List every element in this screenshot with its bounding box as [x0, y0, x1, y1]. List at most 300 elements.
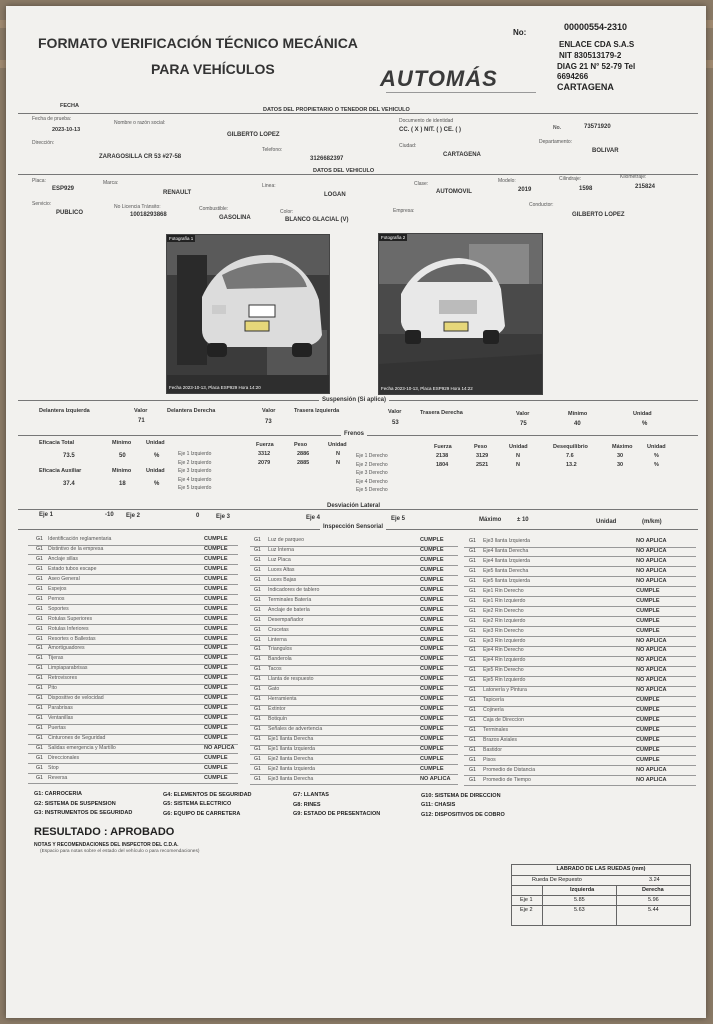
col2-row8-item: Anclaje de batería — [268, 606, 310, 613]
notas-title: NOTAS Y RECOMENDACIONES DEL INSPECTOR DEL C.D.A. — [34, 842, 179, 848]
departamento-value: BOLIVAR — [592, 148, 619, 154]
fr-ru-1: N — [516, 453, 520, 459]
susp-v-unit: % — [642, 421, 648, 427]
col3-row14-item: Eje5 Rin Derecho — [483, 667, 524, 674]
nombre-value: GILBERTO LOPEZ — [227, 132, 280, 138]
frenos-h-du: Unidad — [647, 444, 666, 450]
photo1-caption: Fecha 2023-10-13, Placa ESP929 Hora 14:20 — [169, 385, 261, 390]
col3-row18-group: G1 — [469, 707, 476, 714]
col1-row11-item: Resortes o Ballestas — [48, 635, 96, 642]
col3-row12-result: NO APLICA — [636, 647, 667, 654]
col2-row16-group: G1 — [254, 686, 261, 693]
col3-row7-group: G1 — [469, 597, 476, 604]
col2-row2-item: Luz Interna — [268, 546, 294, 553]
labrado-table — [511, 864, 691, 926]
col1-row17-group: G1 — [36, 695, 43, 702]
licencia-label: No Licencia Tránsito: — [114, 204, 161, 210]
col3-row19-item: Caja de Direccion — [483, 717, 524, 724]
col3-row5-group: G1 — [469, 577, 476, 584]
eficacia-aux-unit: % — [154, 481, 160, 487]
col2-row20-item: Señales de advertencia — [268, 726, 323, 733]
col1-row10-result: CUMPLE — [204, 625, 228, 632]
col3-row15-item: Eje5 Rin Izquierdo — [483, 677, 526, 684]
col1-row24-result: CUMPLE — [204, 764, 228, 771]
col2-row8-group: G1 — [254, 606, 261, 613]
col2-row22-group: G1 — [254, 745, 261, 752]
col3-row18-result: CUMPLE — [636, 707, 660, 714]
col2-row2-result: CUMPLE — [420, 546, 444, 553]
linea-value: LOGAN — [324, 192, 346, 198]
desv-eje2-value: 0 — [196, 513, 200, 519]
col2-row24-item: Eje2 llanta Izquierda — [268, 765, 316, 772]
company-phone: 6694266 — [557, 72, 589, 81]
company-name: ENLACE CDA S.A.S — [559, 40, 635, 49]
frenos-h-max: Máximo — [612, 444, 633, 450]
frenos-h-des: Desequilibrio — [553, 444, 588, 450]
col1-row18-item: Parabrisas — [48, 705, 73, 712]
desv-eje5-label: Eje 5 — [391, 516, 406, 522]
col3-row8-result: CUMPLE — [636, 607, 660, 614]
col2-row8-result: CUMPLE — [420, 606, 444, 613]
kilometraje-value: 215824 — [635, 184, 656, 190]
eficacia-total-min: 50 — [119, 453, 126, 459]
col3-row5-item: Eje5 llanta Izquierda — [483, 577, 531, 584]
eficacia-aux-unit-label: Unidad — [146, 468, 165, 474]
fr-right-2: Eje 2 Derecho — [356, 461, 388, 468]
conductor-value: GILBERTO LOPEZ — [572, 212, 625, 218]
vehicle-section-title: DATOS DEL VEHICULO — [313, 168, 375, 174]
col3-row20-item: Terminales — [483, 727, 509, 734]
susp-h-td: Trasera Derecha — [420, 410, 463, 416]
combustible-value: GASOLINA — [219, 215, 251, 221]
col1-row5-group: G1 — [36, 575, 43, 582]
fr-rp-2: 2521 — [476, 461, 489, 468]
col1-row20-item: Puertas — [48, 725, 66, 732]
col2-row3-result: CUMPLE — [420, 556, 444, 563]
col2-row6-result: CUMPLE — [420, 586, 444, 593]
col1-row6-item: Espejos — [48, 585, 67, 592]
col3-row9-group: G1 — [469, 617, 476, 624]
fecha-prueba-label: Fecha de prueba: — [32, 116, 72, 122]
col1-row25-result: CUMPLE — [204, 774, 228, 781]
combustible-label: Combustible: — [199, 206, 229, 212]
photo2-label: Fotografía 2 — [381, 235, 406, 240]
desviacion-title: Desviación Lateral — [324, 503, 383, 509]
col1-row5-item: Aseo General — [48, 575, 80, 582]
direccion-value: ZARAGOSILLA CR 53 #27-58 — [99, 154, 182, 160]
col1-row11-result: CUMPLE — [204, 635, 228, 642]
col3-row20-group: G1 — [469, 727, 476, 734]
fr-lu-1: N — [336, 451, 340, 457]
doc-number: 00000554-2310 — [564, 22, 628, 32]
col1-row13-result: CUMPLE — [204, 655, 228, 662]
group-legend-1-4: G10: SISTEMA DE DIRECCION — [421, 792, 501, 799]
frenos-title: Frenos — [341, 431, 367, 437]
col2-row20-result: CUMPLE — [420, 726, 444, 733]
eficacia-aux-label: Eficacia Auxiliar — [39, 468, 82, 474]
col1-row15-group: G1 — [36, 675, 43, 682]
marca-value: RENAULT — [163, 190, 192, 196]
fr-left-5: Eje 5 Izquierdo — [178, 485, 212, 491]
col1-row13-item: Tijeras — [48, 655, 64, 662]
susp-v-ti: 53 — [392, 420, 399, 426]
col3-row22-result: CUMPLE — [636, 746, 660, 753]
col1-row2-group: G1 — [36, 545, 43, 552]
fr-right-4: Eje 4 Derecho — [356, 478, 388, 485]
col1-row21-group: G1 — [36, 735, 43, 741]
col1-row4-item: Estado tubos escape — [48, 565, 97, 572]
labrado-eje1-izq: 5.85 — [574, 897, 585, 903]
col1-row9-item: Rotulas Superiores — [48, 615, 93, 622]
col1-row3-result: CUMPLE — [204, 555, 228, 562]
col2-row14-result: CUMPLE — [420, 666, 444, 673]
col3-row21-group: G1 — [469, 737, 476, 743]
labrado-eje2-izq: 5.63 — [574, 907, 585, 913]
col1-row5-result: CUMPLE — [204, 575, 228, 582]
licencia-value: 10018293868 — [130, 212, 167, 218]
eficacia-aux-min-label: Mínimo — [112, 468, 132, 474]
col1-row12-group: G1 — [36, 645, 43, 652]
col3-row7-item: Eje1 Rin Izquierdo — [483, 597, 526, 604]
col1-row8-item: Soportes — [48, 605, 69, 612]
desv-eje1-value: -10 — [105, 512, 114, 518]
col2-row5-item: Luces Bajas — [268, 576, 297, 583]
col2-row6-group: G1 — [254, 586, 261, 593]
company-address: DIAG 21 N° 52-79 Tel — [557, 62, 636, 71]
col1-row24-group: G1 — [36, 764, 43, 771]
col3-row19-result: CUMPLE — [636, 717, 660, 724]
susp-h-v2: Valor — [262, 408, 276, 414]
marca-label: Marca: — [103, 180, 119, 186]
col1-row20-result: CUMPLE — [204, 725, 228, 732]
col2-row3-item: Luz Placa — [268, 556, 291, 563]
col2-row24-result: CUMPLE — [420, 765, 444, 772]
car-rear-photo-icon — [167, 235, 329, 393]
col1-row15-result: CUMPLE — [204, 675, 228, 682]
group-legend-3-3: G9: ESTADO DE PRESENTACION — [293, 811, 381, 818]
fr-left-4: Eje 4 Izquierdo — [178, 476, 212, 483]
col3-row16-group: G1 — [469, 687, 476, 694]
col3-row14-group: G1 — [469, 667, 476, 674]
col2-row23-result: CUMPLE — [420, 755, 444, 762]
group-legend-1-3: G7: LLANTAS — [293, 792, 329, 799]
col2-row21-item: Eje1 llanta Derecha — [268, 736, 314, 742]
modelo-label: Modelo: — [498, 178, 516, 184]
col1-row22-result: NO APLICA — [204, 744, 235, 751]
col2-row6-item: Indicadores de tablero — [268, 586, 320, 593]
col1-row14-item: Limpiaparabrisas — [48, 665, 88, 672]
col2-row4-result: CUMPLE — [420, 566, 444, 573]
notas-subtitle: (Espacio para notas sobre el estado del vehículo o para recomendaciones) — [40, 849, 200, 854]
desv-eje2-label: Eje 2 — [126, 513, 141, 519]
col1-row22-group: G1 — [36, 744, 43, 751]
col2-row21-group: G1 — [254, 736, 261, 742]
susp-v-min: 40 — [574, 421, 581, 427]
fr-left-2: Eje 2 Izquierdo — [178, 459, 212, 466]
vehicle-photo-1 — [166, 234, 330, 394]
col3-row2-item: Eje4 llanta Derecha — [483, 547, 529, 554]
company-nit: NIT 830513179-2 — [559, 51, 622, 60]
susp-h-ti: Trasera Izquierda — [294, 408, 340, 414]
col1-row4-result: CUMPLE — [204, 565, 228, 572]
cilindraje-value: 1598 — [579, 186, 593, 192]
col3-row14-result: NO APLICA — [636, 667, 667, 674]
col3-row1-result: NO APLICA — [636, 538, 667, 544]
col3-row7-result: CUMPLE — [636, 597, 660, 604]
col3-row4-item: Eje5 llanta Derecha — [483, 567, 529, 574]
col3-row21-item: Brazos Axiales — [483, 737, 518, 743]
owner-section-title: DATOS DEL PROPIETARIO O TENEDOR DEL VEHICULO — [263, 107, 410, 113]
col3-row13-group: G1 — [469, 657, 476, 664]
col2-row18-result: CUMPLE — [420, 706, 444, 713]
col2-row17-group: G1 — [254, 696, 261, 703]
col2-row20-group: G1 — [254, 726, 261, 733]
col2-row21-result: CUMPLE — [420, 736, 444, 742]
fecha-prueba-value: 2023-10-13 — [52, 127, 81, 133]
cilindraje-label: Cilindraje: — [559, 176, 582, 182]
eficacia-min-label: Mínimo — [112, 440, 132, 446]
empresa-label: Empresa: — [393, 208, 415, 214]
fr-ru-2: N — [516, 461, 520, 468]
col1-row21-result: CUMPLE — [204, 735, 228, 741]
col2-row17-result: CUMPLE — [420, 696, 444, 703]
fr-right-3: Eje 3 Derecho — [356, 470, 388, 476]
frenos-h-rp: Peso — [474, 444, 488, 450]
suspension-title: Suspensión (Si aplica) — [319, 397, 389, 403]
servicio-value: PUBLICO — [56, 210, 83, 216]
col3-row15-result: NO APLICA — [636, 677, 667, 684]
color-value: BLANCO GLACIAL (V) — [285, 217, 349, 223]
documento-tipo: CC. ( X ) NIT. ( ) CE. ( ) — [399, 127, 461, 133]
col1-row7-group: G1 — [36, 595, 43, 602]
group-legend-3-1: G3: INSTRUMENTOS DE SEGURIDAD — [34, 810, 133, 816]
col2-row14-group: G1 — [254, 666, 261, 673]
group-legend-3-2: G6: EQUIPO DE CARRETERA — [163, 810, 241, 817]
frenos-h-ru: Unidad — [509, 444, 528, 450]
documento-no-label: No. — [553, 125, 562, 131]
col2-row10-item: Crucetas — [268, 626, 289, 633]
col3-row11-item: Eje3 Rin Izquierdo — [483, 637, 526, 644]
labrado-repuesto-value: 3.24 — [649, 877, 660, 883]
col2-row2-group: G1 — [254, 546, 261, 553]
servicio-label: Servicio: — [32, 201, 52, 207]
col2-row23-item: Eje2 llanta Derecha — [268, 755, 314, 762]
eficacia-total-label: Eficacia Total — [39, 440, 75, 446]
col3-row1-item: Eje3 llanta Izquierda — [483, 538, 531, 544]
col2-row5-group: G1 — [254, 576, 261, 583]
col1-row20-group: G1 — [36, 725, 43, 732]
documento-label: Documento de identidad — [399, 118, 454, 124]
susp-h-v3: Valor — [388, 409, 402, 415]
col1-row23-group: G1 — [36, 754, 43, 761]
fr-lf-2: 2079 — [258, 459, 271, 466]
col1-row13-group: G1 — [36, 655, 43, 662]
susp-h-v4: Valor — [516, 411, 530, 417]
labrado-eje1: Eje 1 — [520, 897, 533, 903]
col3-row2-group: G1 — [469, 547, 476, 554]
col1-row4-group: G1 — [36, 565, 43, 572]
col1-row14-group: G1 — [36, 665, 43, 672]
susp-h-unit: Unidad — [633, 411, 652, 417]
col2-row12-item: Triangulos — [268, 646, 293, 653]
col3-row21-result: CUMPLE — [636, 737, 660, 743]
col2-row11-group: G1 — [254, 636, 261, 643]
col1-row10-item: Rotulas Inferiores — [48, 625, 89, 632]
fr-rp-1: 3129 — [476, 453, 489, 459]
form-title-line2: PARA VEHÍCULOS — [151, 61, 275, 77]
col2-row13-result: CUMPLE — [420, 656, 444, 663]
labrado-eje2-der: 5.44 — [648, 907, 659, 913]
eficacia-unit-label: Unidad — [146, 440, 165, 446]
col1-row17-result: CUMPLE — [204, 695, 228, 702]
frenos-h-lp: Peso — [294, 442, 308, 448]
modelo-value: 2019 — [518, 187, 532, 193]
col3-row6-item: Eje1 Rin Derecho — [483, 587, 524, 594]
col2-row9-item: Desempañador — [268, 616, 304, 623]
labrado-der-label: Derecha — [642, 887, 664, 893]
frenos-h-lf: Fuerza — [256, 442, 274, 448]
fr-left-1: Eje 1 Izquierdo — [178, 451, 212, 457]
col2-row15-group: G1 — [254, 676, 261, 683]
col3-row23-group: G1 — [469, 756, 476, 763]
group-legend-2-2: G5: SISTEMA ELECTRICO — [163, 801, 232, 808]
col2-row1-result: CUMPLE — [420, 537, 444, 543]
eficacia-aux-value: 37.4 — [63, 481, 75, 487]
fr-lu-2: N — [336, 459, 340, 466]
col3-row4-result: NO APLICA — [636, 567, 667, 574]
col3-row13-result: NO APLICA — [636, 657, 667, 664]
col2-row11-item: Linterna — [268, 636, 287, 643]
col1-row14-result: CUMPLE — [204, 665, 228, 672]
fr-lf-1: 3312 — [258, 451, 271, 457]
col2-row12-result: CUMPLE — [420, 646, 444, 653]
fr-right-5: Eje 5 Derecho — [356, 487, 388, 493]
conductor-label: Conductor: — [529, 202, 554, 208]
col3-row11-result: NO APLICA — [636, 637, 667, 644]
susp-h-dd: Delantera Derecha — [167, 408, 216, 414]
col3-row10-group: G1 — [469, 627, 476, 634]
col1-row11-group: G1 — [36, 635, 43, 642]
group-legend-1-2: G4: ELEMENTOS DE SEGURIDAD — [163, 791, 252, 798]
col3-row12-item: Eje4 Rin Derecho — [483, 647, 524, 654]
desv-max-value: ± 10 — [517, 517, 529, 523]
desv-eje1-label: Eje 1 — [39, 512, 54, 518]
labrado-repuesto-label: Rueda De Repuesto — [532, 877, 582, 883]
col2-row22-item: Eje1 llanta Izquierda — [268, 745, 316, 752]
col3-row16-item: Latonería y Pintura — [483, 687, 527, 694]
col2-row25-item: Eje3 llanta Derecha — [268, 775, 314, 782]
col3-row3-group: G1 — [469, 557, 476, 564]
col2-row10-group: G1 — [254, 626, 261, 633]
col1-row16-group: G1 — [36, 685, 43, 692]
col1-row25-group: G1 — [36, 774, 43, 781]
col3-row18-item: Cojinería — [483, 707, 504, 714]
fr-lp-2: 2885 — [297, 459, 310, 466]
col3-row10-result: CUMPLE — [636, 627, 660, 634]
col1-row9-group: G1 — [36, 615, 43, 622]
col3-row9-item: Eje2 Rin Izquierdo — [483, 617, 526, 624]
desv-unit-label: Unidad — [596, 519, 617, 525]
col2-row16-result: CUMPLE — [420, 686, 444, 693]
col1-row6-result: CUMPLE — [204, 585, 228, 592]
col1-row23-item: Direccionales — [48, 754, 80, 761]
desv-eje3-label: Eje 3 — [216, 514, 231, 520]
col2-row18-group: G1 — [254, 706, 261, 713]
col2-row19-group: G1 — [254, 716, 261, 723]
col1-row18-result: CUMPLE — [204, 705, 228, 712]
photo1-label: Fotografía 1 — [169, 236, 194, 241]
clase-label: Clase: — [414, 181, 429, 187]
inspection-form-sheet — [6, 6, 706, 1018]
col3-row24-item: Promedio de Distancia — [483, 766, 536, 773]
col1-row24-item: Stop — [48, 764, 59, 771]
labrado-eje2: Eje 2 — [520, 907, 533, 913]
col1-row12-item: Amortiguadores — [48, 645, 85, 652]
labrado-title: LABRADO DE LAS RUEDAS (mm) — [556, 866, 646, 872]
col1-row6-group: G1 — [36, 585, 43, 592]
col3-row15-group: G1 — [469, 677, 476, 684]
fr-max-1: 30 — [617, 453, 624, 459]
col2-row7-group: G1 — [254, 596, 261, 603]
col1-row25-item: Reversa — [48, 774, 68, 781]
col2-row19-result: CUMPLE — [420, 716, 444, 723]
col1-row7-item: Pernos — [48, 595, 65, 602]
col3-row24-group: G1 — [469, 766, 476, 773]
group-legend-2-1: G2: SISTEMA DE SUSPENSION — [34, 800, 116, 807]
automas-logo: AUTOMÁS — [380, 66, 498, 91]
col3-row16-result: NO APLICA — [636, 687, 667, 694]
company-city: CARTAGENA — [557, 82, 614, 92]
fecha-header: FECHA — [60, 103, 79, 109]
col2-row17-item: Herramienta — [268, 696, 297, 703]
linea-label: Linea: — [262, 183, 276, 189]
col1-row16-result: CUMPLE — [204, 685, 228, 692]
telefono-label: Telefono: — [262, 147, 283, 153]
col1-row23-result: CUMPLE — [204, 754, 228, 761]
col2-row13-group: G1 — [254, 656, 261, 663]
col1-row19-item: Ventanillas — [48, 715, 74, 722]
direccion-label: Dirección: — [32, 140, 55, 146]
fr-des-1: 7.6 — [566, 453, 574, 459]
susp-h-min: Mínimo — [568, 411, 588, 417]
telefono-value: 3126682397 — [310, 156, 344, 162]
col2-row9-result: CUMPLE — [420, 616, 444, 623]
col2-row25-result: NO APLICA — [420, 775, 451, 782]
placa-value: ESP929 — [52, 186, 75, 192]
col2-row12-group: G1 — [254, 646, 261, 653]
col2-row7-item: Terminales Batería — [268, 596, 312, 603]
col2-row23-group: G1 — [254, 755, 261, 762]
col2-row16-item: Gato — [268, 686, 280, 693]
doc-number-label: No: — [513, 28, 527, 37]
ciudad-value: CARTAGENA — [443, 152, 481, 158]
col1-row21-item: Cinturones de Seguridad — [48, 735, 106, 741]
col1-row19-result: CUMPLE — [204, 715, 228, 722]
col3-row23-item: Pisos — [483, 756, 496, 763]
car-front-photo-icon — [379, 234, 542, 394]
col1-row7-result: CUMPLE — [204, 595, 228, 602]
col2-row18-item: Extintor — [268, 706, 286, 713]
desv-eje4-label: Eje 4 — [306, 515, 321, 521]
col1-row15-item: Retrovisores — [48, 675, 78, 682]
susp-v-di: 71 — [138, 418, 145, 424]
col3-row12-group: G1 — [469, 647, 476, 654]
col2-row15-result: CUMPLE — [420, 676, 444, 683]
col1-row1-group: G1 — [36, 536, 43, 542]
col2-row5-result: CUMPLE — [420, 576, 444, 583]
group-legend-2-3: G8: RINES — [293, 801, 321, 808]
col3-row8-group: G1 — [469, 607, 476, 614]
